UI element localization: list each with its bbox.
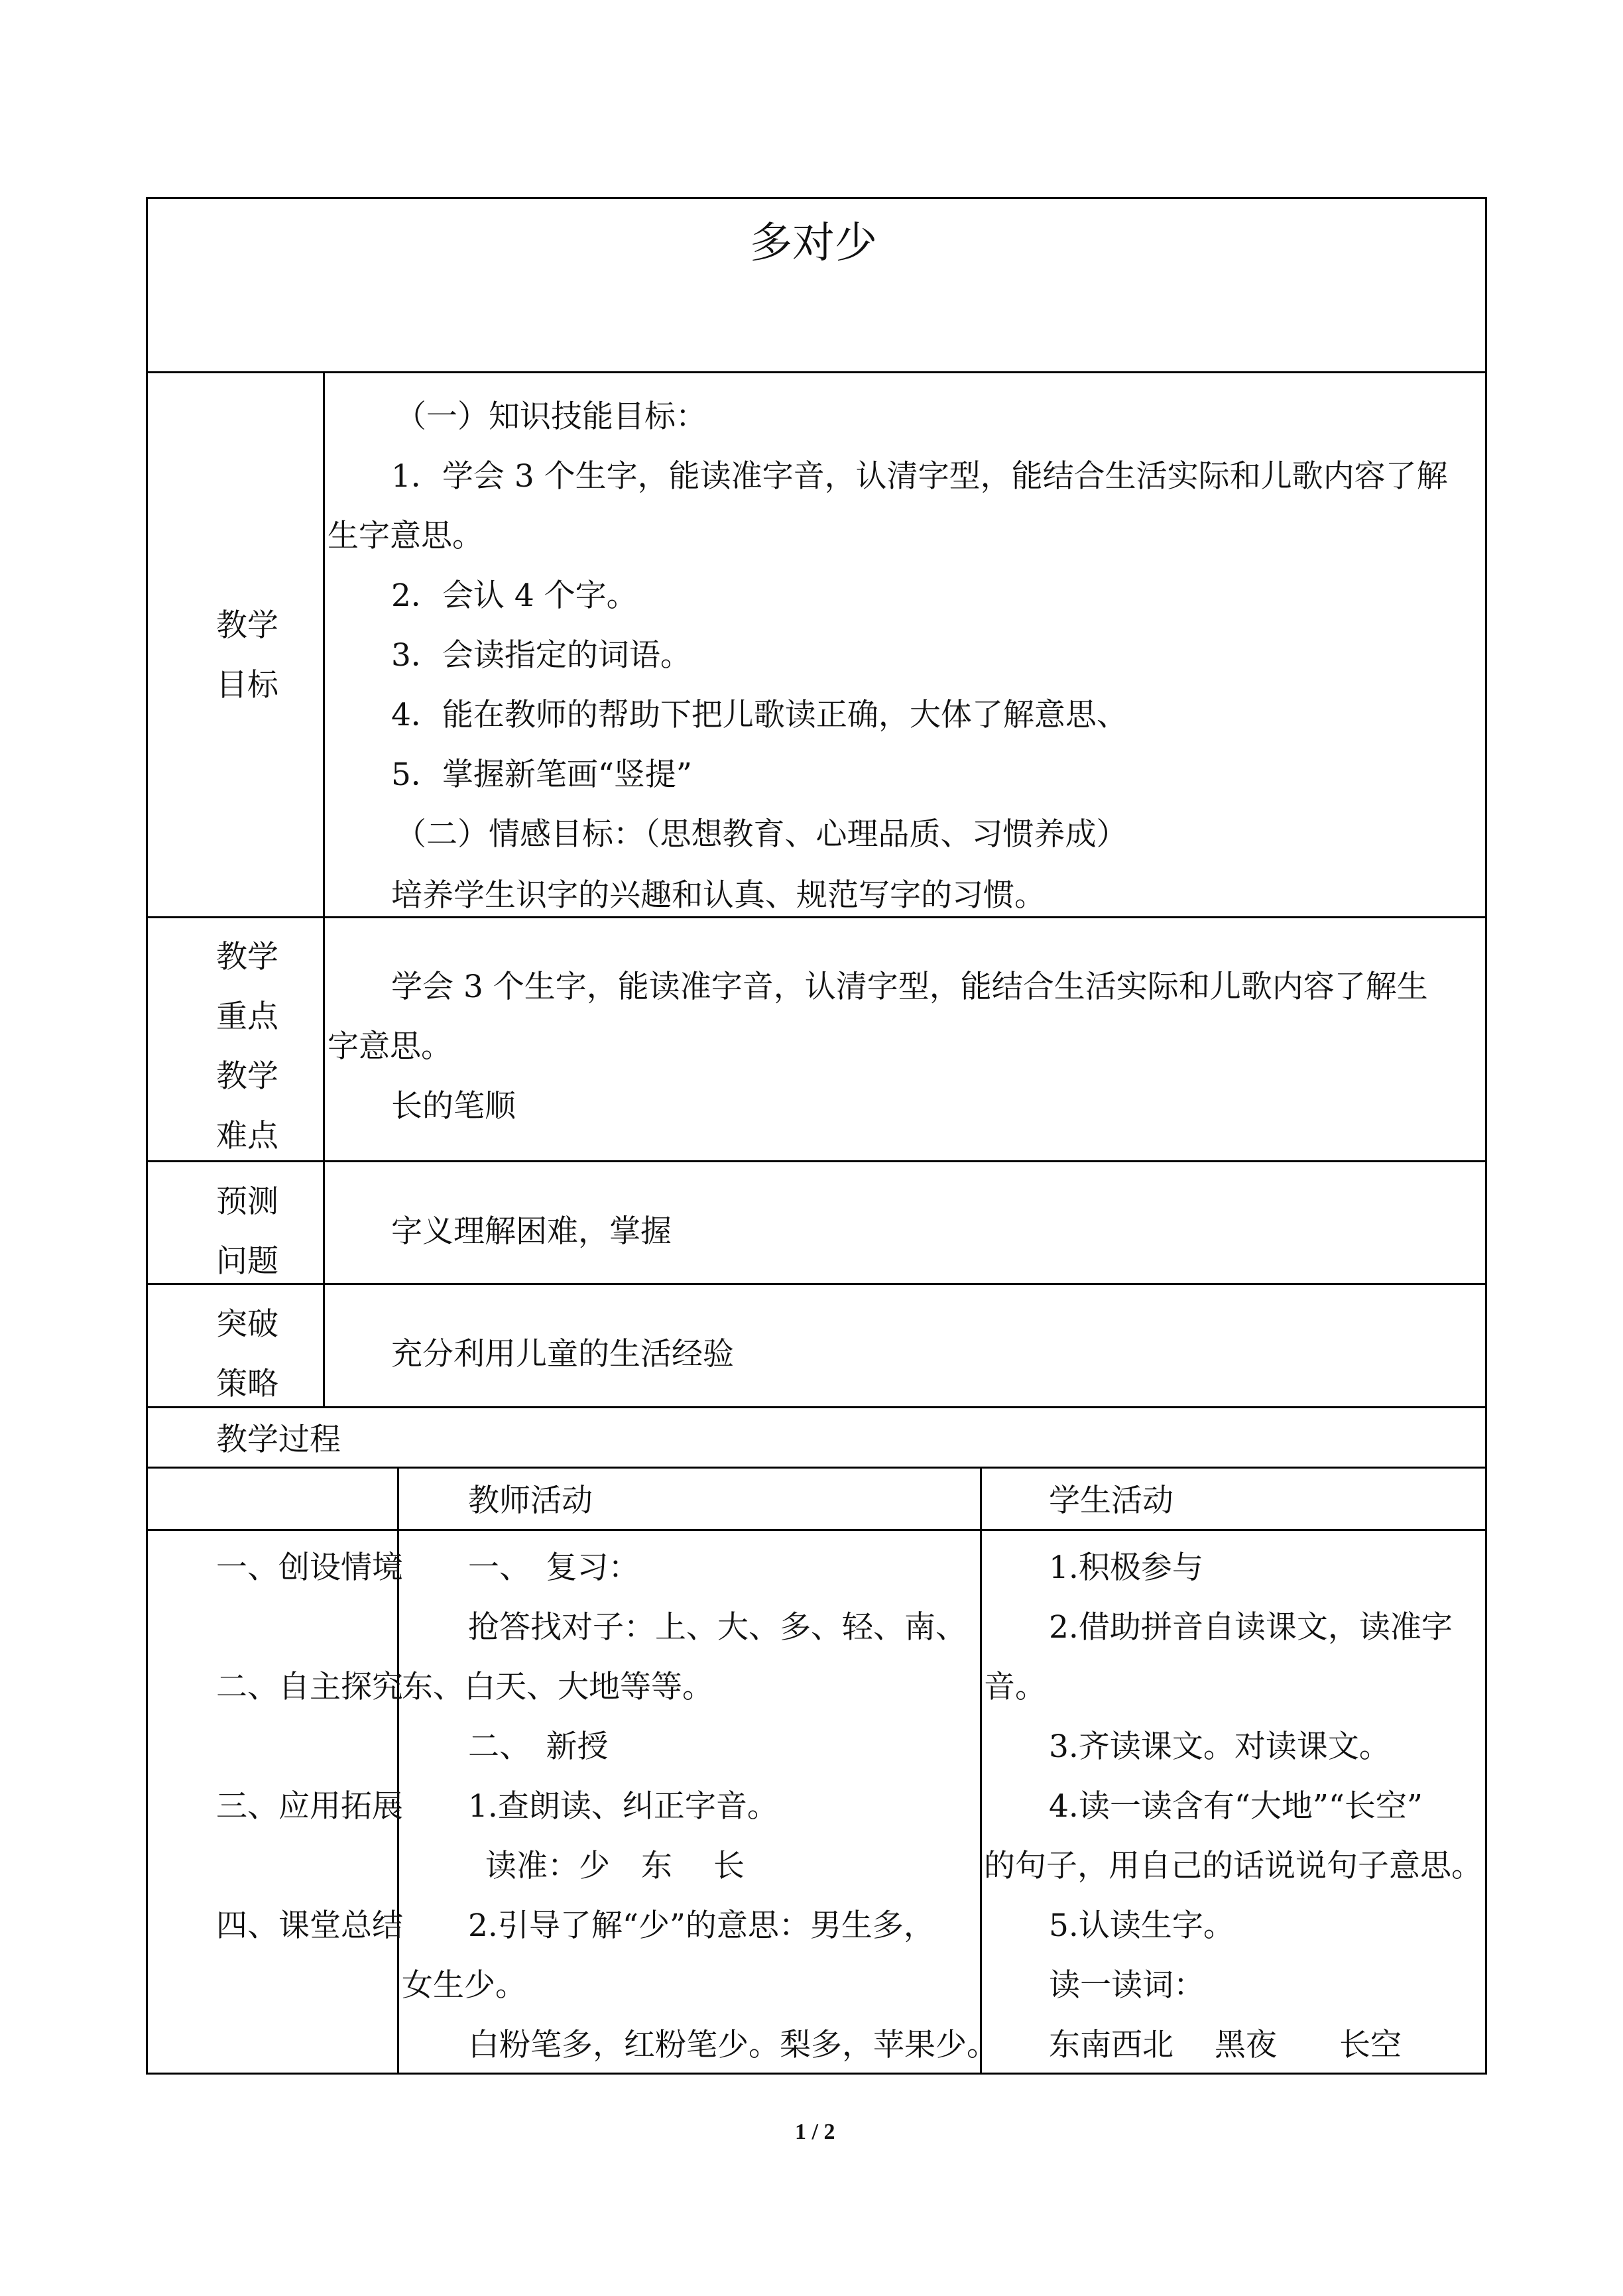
student-activity-line: 音。 (984, 1669, 1046, 1705)
student-activity-line: 4.读一读含有“大地”“长空” (1049, 1788, 1423, 1825)
teacher-activity-line: 女生少。 (402, 1967, 526, 2004)
student-activity-line: 5.认读生字。 (1049, 1907, 1234, 1944)
strategy-row-bottom-border (146, 1406, 1487, 1408)
table-top-border (146, 197, 1487, 199)
student-activity-line: 读一读词： (1049, 1967, 1205, 2004)
title-row-bottom-border (146, 371, 1487, 373)
stage-label: 二、自主探究 (216, 1669, 403, 1705)
objective-line: （二）情感目标：（思想教育、心理品质、习惯养成） (395, 816, 1128, 853)
key-points-row-bottom-border (146, 1160, 1487, 1162)
key-points-line: 字意思。 (328, 1028, 452, 1065)
teacher-activity-header: 教师活动 (468, 1482, 593, 1519)
key-points-line: 学会 3 个生字，能读准字音，认清字型，能结合生活实际和儿歌内容了解生 (391, 969, 1428, 1005)
objective-line: 生字意思。 (328, 518, 483, 554)
stage-label: 四、课堂总结 (216, 1907, 403, 1944)
student-activity-header: 学生活动 (1049, 1482, 1173, 1519)
objective-line: 2．会认 4 个字。 (391, 577, 638, 614)
teacher-activity-line: 抢答找对子：上、大、多、轻、南、 (468, 1609, 967, 1646)
table-left-border (146, 197, 148, 2075)
teacher-activity-line: 一、 复习： (468, 1549, 640, 1586)
teacher-activity-line: 1.查朗读、纠正字音。 (468, 1788, 778, 1825)
predicted-text: 字义理解困难，掌握 (391, 1213, 672, 1250)
objective-line: （一）知识技能目标： (395, 398, 707, 435)
label-column-divider (323, 371, 325, 1408)
page-number: 1 / 2 (795, 2120, 835, 2144)
teacher-activity-line: 白粉笔多，红粉笔少。梨多，苹果少。 (468, 2027, 998, 2063)
strategy-text: 充分利用儿童的生活经验 (391, 1336, 734, 1372)
key-points-label: 教学 (216, 1058, 278, 1095)
teacher-student-divider (980, 1467, 982, 2075)
student-activity-line: 3.齐读课文。对读课文。 (1049, 1728, 1390, 1765)
key-points-label: 难点 (216, 1118, 278, 1154)
objective-line: 4．能在教师的帮助下把儿歌读正确，大体了解意思、 (391, 697, 1128, 733)
teacher-activity-line: 读准：少 东 长 (485, 1848, 745, 1884)
teacher-activity-line: 2.引导了解“少”的意思：男生多， (468, 1907, 935, 1944)
predicted-label: 预测 (216, 1183, 278, 1220)
objectives-label-line-1: 教学 (216, 607, 278, 644)
objective-line: 5．掌握新笔画“竖提” (391, 756, 692, 793)
process-heading: 教学过程 (216, 1421, 341, 1458)
strategy-label: 策略 (216, 1366, 278, 1402)
predicted-label: 问题 (216, 1243, 278, 1280)
process-heading-bottom-border (146, 1467, 1487, 1469)
teacher-activity-line: 东、白天、大地等等。 (402, 1669, 713, 1705)
predicted-row-bottom-border (146, 1283, 1487, 1285)
key-points-line: 长的笔顺 (391, 1088, 516, 1124)
stage-label: 三、应用拓展 (216, 1788, 403, 1825)
key-points-label: 教学 (216, 939, 278, 975)
table-right-border (1485, 197, 1487, 2075)
student-activity-line: 2.借助拼音自读课文，读准字 (1049, 1609, 1453, 1646)
objective-line: 培养学生识字的兴趣和认真、规范写字的习惯。 (391, 877, 1046, 914)
table-bottom-border (146, 2073, 1487, 2075)
strategy-label: 突破 (216, 1306, 278, 1343)
objective-line: 3．会读指定的词语。 (391, 637, 691, 674)
objective-line: 1．学会 3 个生字，能读准字音，认清字型，能结合生活实际和儿歌内容了解 (391, 458, 1448, 495)
teacher-activity-line: 二、 新授 (468, 1728, 609, 1765)
student-activity-line: 1.积极参与 (1049, 1549, 1203, 1586)
student-activity-line: 的句子，用自己的话说说句子意思。 (984, 1848, 1482, 1884)
stage-label: 一、创设情境 (216, 1549, 403, 1586)
process-header-bottom-border (146, 1529, 1487, 1531)
objectives-row-bottom-border (146, 916, 1487, 918)
page-title: 多对少 (750, 219, 877, 268)
objectives-label-line-2: 目标 (216, 667, 278, 703)
student-activity-line: 东南西北 黑夜 长空 (1049, 2027, 1402, 2063)
key-points-label: 重点 (216, 998, 278, 1035)
